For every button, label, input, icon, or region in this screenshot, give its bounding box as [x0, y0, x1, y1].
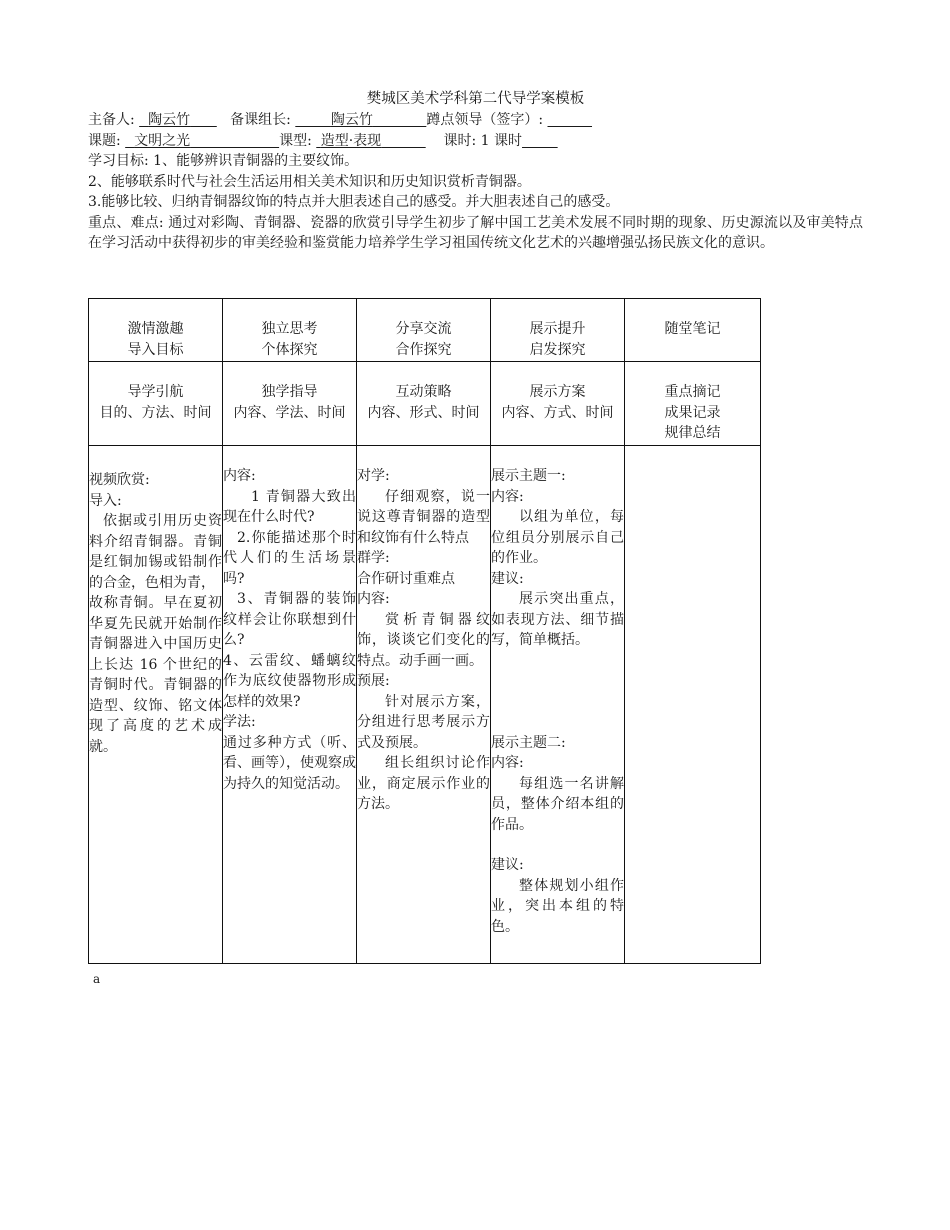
col4-content-label-2: 内容: [491, 755, 524, 771]
header2-col4: 展示方案 内容、方式、时间 [491, 362, 625, 446]
col2-question-4: 4、云雷纹、蟠螭纹作为底纹使器物形成怎样的效果? [223, 652, 356, 710]
col3-paragraph-3: 赏析青铜器纹饰，谈谈它们变化的特点。动手画一画。 [357, 611, 490, 669]
col3-paragraph-1: 仔细观察，说一说这尊青铜器的造型和纹饰有什么特点 [357, 488, 490, 546]
col4-content-label-1: 内容: [491, 488, 524, 505]
col3-paragraph-5: 组长组织讨论作业，商定展示作业的方法。 [357, 755, 490, 812]
type-value: 造型·表现 [320, 132, 382, 149]
header2-col5: 重点摘记 成果记录 规律总结 [625, 362, 761, 446]
document-page [88, 88, 863, 254]
col2-method-text: 通过多种方式（听、看、画等），使观察成为持久的知觉活动。 [223, 734, 356, 792]
col1-label-video: 视频欣赏: [89, 472, 150, 488]
body-col4 [491, 446, 625, 964]
header2-col1: 导学引航 目的、方法、时间 [89, 362, 223, 446]
goal-line-3: 3.能够比较、归纳青铜器纹饰的特点并大胆表述自己的感受。并大胆表述自己的感受。 [88, 194, 620, 210]
header1-col5: 随堂笔记 [625, 299, 761, 362]
goal-line-1: 学习目标: 1、能够辨识青铜器的主要纹饰。 [88, 153, 359, 169]
col4-theme-2: 展示主题二: [491, 734, 566, 751]
header2-col2: 独学指导 内容、学法、时间 [223, 362, 357, 446]
col2-question-3: 3、青铜器的装饰纹样会让你联想到什么? [223, 591, 356, 648]
table-header-row-1 [89, 299, 761, 362]
body-col5-notes [625, 446, 761, 964]
body-col1 [89, 446, 223, 964]
body-col3 [357, 446, 491, 964]
col2-label-method: 学法: [223, 714, 256, 730]
key-points-paragraph: 重点、难点: 通过对彩陶、青铜器、瓷器的欣赏引导学生初步了解中国工艺美术发展不同时期的现象、历史源流以及审美特点在学习活动中获得初步的审美经验和鉴赏能力培养学生学习祖国传统文化艺术的兴趣增强弘扬民族文化的意识。 [88, 214, 863, 251]
col4-suggest-2: 整体规划小组作业，突出本组的特色。 [491, 877, 624, 935]
lesson-plan-table [88, 298, 761, 964]
hours-value: 1 课时 [480, 132, 523, 149]
col4-content-1: 以组为单位，每位组员分别展示自己的作业。 [491, 509, 624, 566]
preparer-label: 主备人: [88, 112, 135, 128]
header1-col2: 独立思考 个体探究 [223, 299, 357, 362]
header1-col4: 展示提升 启发探究 [491, 299, 625, 362]
meta-line-1 [88, 110, 863, 131]
col3-paragraph-4: 针对展示方案，分组进行思考展示方式及预展。 [357, 693, 490, 751]
hours-label: 课时: [443, 132, 477, 149]
col4-suggest-1: 展示突出重点，如表现方法、细节描写，简单概括。 [491, 591, 624, 648]
topic-label: 课题: [88, 132, 121, 149]
leader-sign-label: 蹲点领导（签字）: [426, 112, 544, 128]
col1-label-intro: 导入: [89, 492, 122, 509]
goal-line-2: 2、能够联系时代与社会生活运用相关美术知识和历史知识赏析青铜器。 [88, 173, 531, 190]
group-leader-label: 备课组长: [230, 112, 291, 128]
col4-theme-1: 展示主题一: [491, 468, 566, 484]
header2-col3: 互动策略 内容、形式、时间 [357, 362, 491, 446]
col2-question-1: 1 青铜器大致出现在什么时代? [223, 488, 356, 525]
col3-label-group-study: 群学: [357, 550, 390, 566]
col3-label-preview: 预展: [357, 673, 390, 689]
col2-question-2: 2.你能描述那个时代人们的生活场景吗? [223, 529, 356, 587]
table-body-row [89, 446, 761, 964]
col4-content-2: 每组选一名讲解员，整体介绍本组的作品。 [491, 775, 624, 833]
leader-sign-blank [548, 112, 593, 128]
col4-suggest-label-2: 建议: [491, 857, 524, 873]
col1-paragraph-2: 故称青铜。早在夏初华夏先民就开始制作青铜器进入中国历史上长达 16 个世纪的青铜时代。青铜器的造型、纹饰、铭文体现了高度的艺术成就。 [89, 595, 222, 755]
col4-suggest-label-1: 建议: [491, 570, 524, 587]
col3-label-content: 内容: [357, 591, 390, 607]
footer-mark: a [93, 972, 101, 986]
col2-label-content: 内容: [223, 468, 256, 484]
col1-paragraph-1: 依据或引用历史资料介绍青铜器。青铜是红铜加锡或铅制作的合金，色相为青， [89, 513, 222, 591]
col3-paragraph-2: 合作研讨重难点 [357, 570, 455, 587]
meta-line-2 [88, 131, 863, 152]
header1-col1: 激情激趣 导入目标 [89, 299, 223, 362]
table-header-row-2 [89, 362, 761, 446]
header1-col3: 分享交流 合作探究 [357, 299, 491, 362]
type-label: 课型: [279, 132, 312, 149]
body-col2 [223, 446, 357, 964]
hours-blank [522, 133, 558, 149]
group-leader-value: 陶云竹 [330, 112, 373, 128]
col3-label-pair-study: 对学: [357, 468, 390, 484]
page-title: 樊城区美术学科第二代导学案模板 [366, 91, 585, 107]
topic-value: 文明之光 [134, 132, 191, 149]
preparer-value: 陶云竹 [148, 112, 191, 128]
